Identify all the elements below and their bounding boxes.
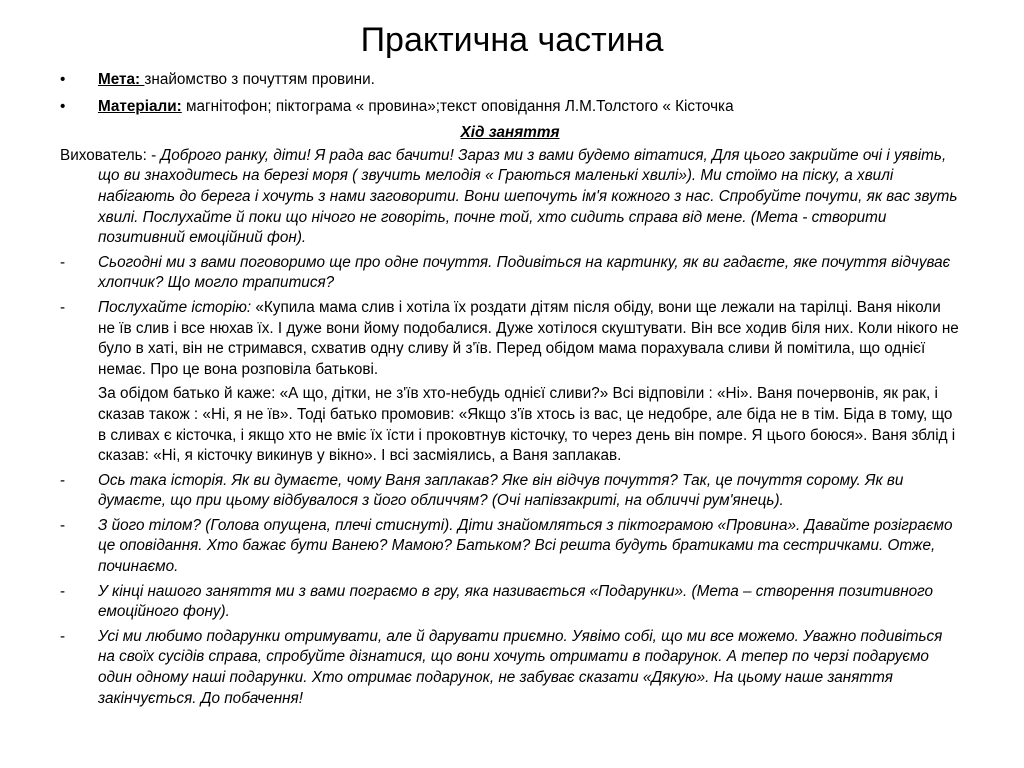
paragraph-plain: «Купила мама слив і хотіла їх роздати дітям після обіду, вони ще лежали на тарілці. Ваня ніколи не їв слив і все нюхав їх. І дуже вони йому подобалися. Дуже хотілося скуштувати. Він все ходив біля них. Коли нікого не було в хаті, він не стримався, схватив одну сливу й з'їв. Перед обідом мама порахувала сливи й помітила, що однієї немає. Про це вона розповіла батькові. xyxy=(98,298,959,378)
dash-icon: - xyxy=(60,471,66,489)
paragraph-italic: Ось така історія. Як ви думаєте, чому Ваня заплакав? Яке він відчув почуття? Так, це почуття сорому. Як ви думаєте, що при цьому відбувалося з його обличчям? (Очі напівзакриті, на обличчі рум'янець). xyxy=(98,471,904,510)
list-item xyxy=(60,471,960,512)
intro-speaker: Вихователь: - xyxy=(60,146,161,164)
list-item xyxy=(60,253,960,294)
list-item xyxy=(60,627,960,709)
materials-text: магнітофон; піктограма « провина»;текст оповідання Л.М.Толстого « Кісточка xyxy=(181,97,734,115)
slide-content xyxy=(60,70,960,713)
dash-icon: - xyxy=(60,298,66,316)
bullet-icon: • xyxy=(60,97,66,115)
dash-icon: - xyxy=(60,582,66,600)
materials-bullet xyxy=(60,97,960,118)
dash-icon: - xyxy=(60,516,66,534)
goal-bullet xyxy=(60,70,960,91)
list-item xyxy=(60,298,960,380)
paragraph-italic: З його тілом? (Голова опущена, плечі стиснуті). Діти знайомляться з піктограмою «Провина». Давайте розіграємо це оповідання. Хто бажає бути Ванею? Мамою? Батьком? Всі решта будуть братиками та сестричками. Отже, починаємо. xyxy=(98,516,953,576)
dash-icon: - xyxy=(60,253,66,271)
intro-text: Доброго ранку, діти! Я рада вас бачити! Зараз ми з вами будемо вітатися, Для цього закрийте очі і уявіть, що ви знаходитесь на березі моря ( звучить мелодія « Граються маленькі хвилі»). Ми стоїмо на піску, а хвилі набігають до берега і хочуть з нами заговорити. Вони шепочуть ім'я кожного з нас. Спробуйте почути, як вас звуть хвилі. Послухайте й поки що нічого не говоріть, почне той, хто сидить справа від мене. (Мета - створити позитивний емоційний фон). xyxy=(98,146,958,247)
paragraph-italic: Послухайте історію: xyxy=(98,298,256,316)
goal-text: знайомство з почуттям провини. xyxy=(144,71,375,88)
slide-title: Практична частина xyxy=(360,21,664,59)
story-continuation: За обідом батько й каже: «А що, дітки, не з'їв хто-небудь однієї сливи?» Всі відповіли : «Ні». Ваня почервонів, як рак, і сказав також : «Ні, я не їв». Тоді батько промовив: «Якщо з'їв хтось із вас, це недобре, але біда не в тім. Біда в тому, що в сливах є кісточка, і якщо хто не вміє їх їсти і проковтнув кісточку, то через день він помре. Я цього боюся». Ваня зблід і сказав: «Ні, я кісточку викинув у вікно». І всі засміялись, а Ваня заплакав. xyxy=(98,385,956,465)
goal-label: Мета: xyxy=(98,71,145,88)
materials-label: Матеріали: xyxy=(98,97,182,115)
paragraph-italic: Усі ми любимо подарунки отримувати, але й дарувати приємно. Уявімо собі, що ми все можемо. Уважно подивіться на своїх сусідів справа, спробуйте дізнатися, що вони хочуть отримати в подарунок. А тепер по черзі подаруємо один одному наші подарунки. Хто отримає подарунок, не забуває сказати «Дякую». На цьому наше заняття закінчується. До побачення! xyxy=(98,627,943,707)
paragraph-italic: У кінці нашого заняття ми з вами пограємо в гру, яка називається «Подарунки». (Мета – створення позитивного емоційного фону). xyxy=(98,582,934,621)
list-item xyxy=(60,582,960,623)
section-heading: Хід заняття xyxy=(460,124,560,142)
paragraph-italic: Сьогодні ми з вами поговоримо ще про одне почуття. Подивіться на картинку, як ви гадаєте, яке почуття відчуває хлопчик? Що могло трапитися? xyxy=(98,253,951,292)
list-item xyxy=(60,516,960,578)
intro-paragraph xyxy=(60,146,960,249)
dash-icon: - xyxy=(60,627,66,645)
bullet-icon: • xyxy=(60,71,66,88)
